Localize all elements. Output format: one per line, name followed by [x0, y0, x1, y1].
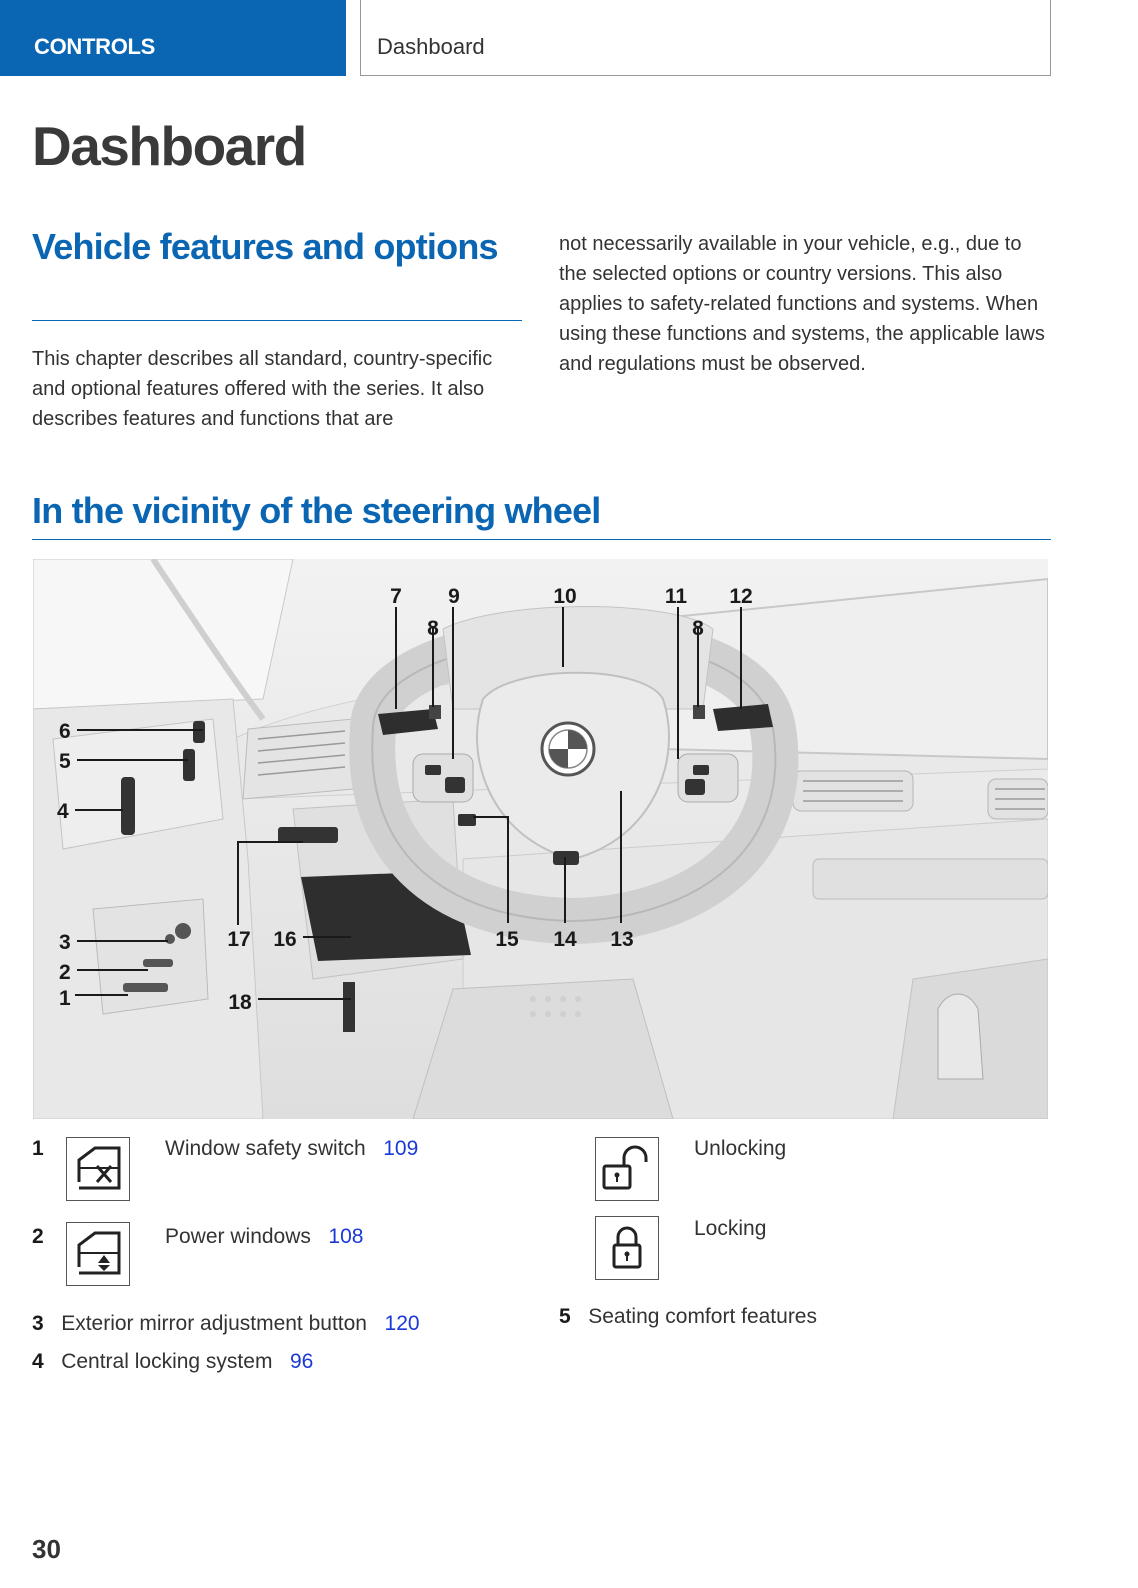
heading-divider: [32, 320, 522, 321]
legend-number-5: 5: [559, 1305, 571, 1328]
callout-1: 1: [59, 987, 71, 1010]
callout-13: 13: [610, 928, 634, 951]
topic-label: Dashboard: [377, 34, 485, 59]
vehicle-features-heading: Vehicle features and options: [32, 226, 498, 267]
page-link-96[interactable]: 96: [289, 1350, 314, 1373]
callout-3: 3: [59, 931, 71, 954]
dashboard-drawing: [33, 559, 1048, 1119]
legend-item-4: [32, 1350, 313, 1374]
page-link-108[interactable]: 108: [328, 1225, 364, 1248]
dashboard-illustration: [33, 559, 1048, 1119]
legend-text-5: Seating comfort features: [588, 1305, 817, 1328]
callout-17: 17: [227, 928, 251, 951]
callout-18: 18: [228, 991, 252, 1014]
callout-9: 9: [448, 585, 460, 608]
page-link-120[interactable]: 120: [384, 1312, 420, 1335]
page-title: Dashboard: [32, 115, 306, 177]
callout-15: 15: [495, 928, 519, 951]
callout-12: 12: [729, 585, 753, 608]
legend-text-2: Power windows: [165, 1225, 311, 1248]
legend-item-5: [559, 1305, 817, 1329]
legend-item-3: [32, 1312, 420, 1336]
unlocking-label: Unlocking: [694, 1137, 787, 1160]
callout-4: 4: [57, 800, 69, 823]
callout-8-right: 8: [692, 617, 704, 640]
page-link-109[interactable]: 109: [383, 1137, 419, 1160]
locking-label: Locking: [694, 1217, 767, 1240]
legend-item-2: [165, 1225, 363, 1249]
intro-paragraph-left: This chapter describes all standard, country-specific and optional features offered with the series. It also describes features and functions that are: [32, 348, 493, 430]
callout-2: 2: [59, 961, 71, 984]
section-tab: CONTROLS: [0, 0, 346, 76]
section-divider: [32, 539, 1051, 540]
topic-header: [360, 0, 1051, 76]
lock-icon: [595, 1216, 659, 1280]
legend-number-1: 1: [32, 1137, 44, 1160]
intro-paragraph-right: not necessarily available in your vehicle, e.g., due to the selected options or country versions. This also applies to safety-related functions and systems. When using these functions and systems, the applicable laws and regulations must be observed.: [559, 233, 1045, 375]
unlock-icon: [595, 1137, 659, 1201]
steering-wheel-heading: In the vicinity of the steering wheel: [32, 490, 601, 531]
callout-7: 7: [390, 585, 402, 608]
callout-16: 16: [273, 928, 297, 951]
window-safety-switch-icon: [66, 1137, 130, 1201]
callout-11: 11: [664, 585, 688, 608]
legend-text-3: Exterior mirror adjustment button: [61, 1312, 367, 1335]
power-window-icon: [66, 1222, 130, 1286]
callout-6: 6: [59, 720, 71, 743]
callout-5: 5: [59, 750, 71, 773]
legend-item-1: [165, 1137, 418, 1161]
legend-text-1: Window safety switch: [165, 1137, 366, 1160]
legend-number-4: 4: [32, 1350, 44, 1373]
callout-10: 10: [553, 585, 577, 608]
legend-number-3: 3: [32, 1312, 44, 1335]
callout-8-left: 8: [427, 617, 439, 640]
callout-14: 14: [553, 928, 577, 951]
page-number: 30: [32, 1534, 61, 1564]
legend-text-4: Central locking system: [61, 1350, 273, 1373]
legend-number-2: 2: [32, 1225, 44, 1248]
